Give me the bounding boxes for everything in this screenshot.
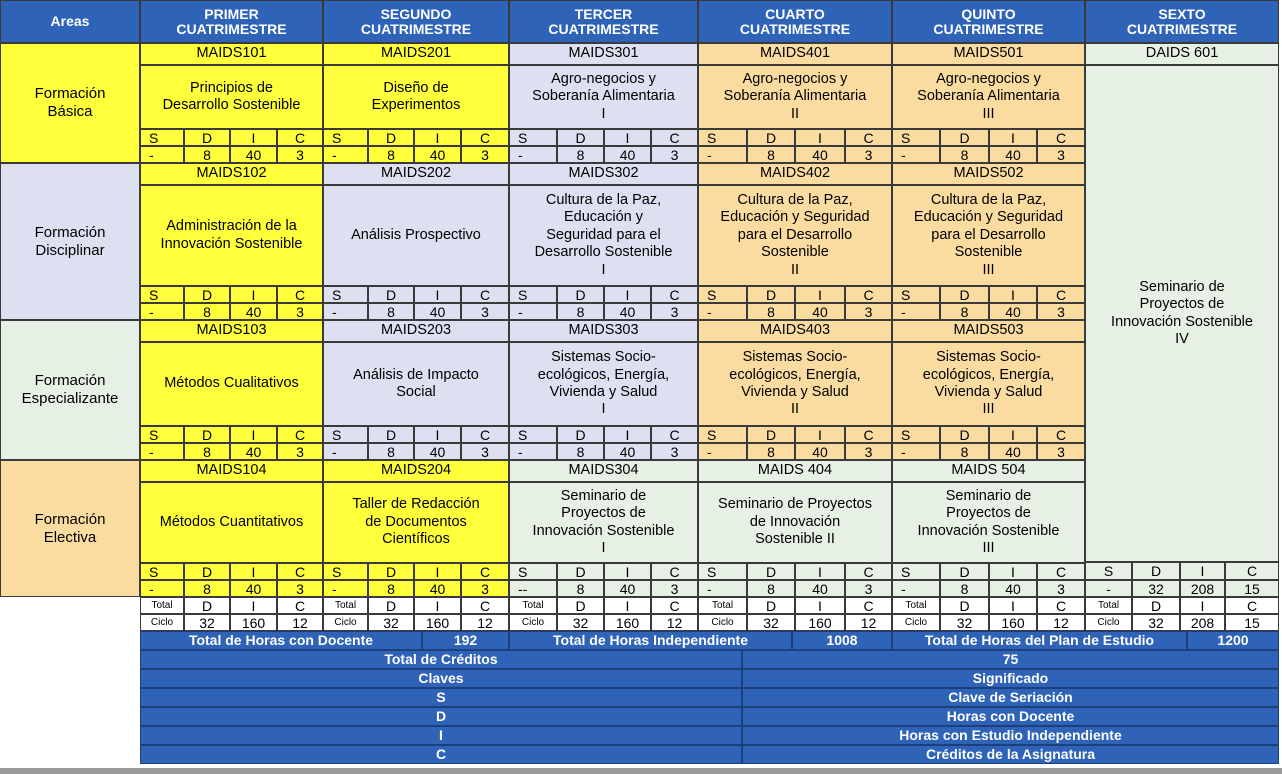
sd-value-I: 40 — [230, 580, 277, 597]
sd-label-D: D — [557, 563, 604, 580]
total-label: C — [1225, 597, 1279, 614]
course-name: Cultura de la Paz, Educación y Seguridad para el Desarrollo Sostenible I — [509, 185, 698, 286]
sd-label-S: S — [698, 426, 747, 443]
total-value: 12 — [845, 614, 892, 631]
sd-label-C: C — [461, 426, 509, 443]
sd-value-I: 40 — [230, 303, 277, 320]
sd-value-D: 8 — [368, 443, 414, 460]
sd-label-S: S — [698, 286, 747, 303]
sd-value-S: - — [892, 443, 940, 460]
sd-value-C: 3 — [651, 146, 698, 163]
sd-label-I: I — [1180, 562, 1225, 580]
total-value: 160 — [989, 614, 1037, 631]
course-name: Sistemas Socio- ecológicos, Energía, Vivienda y Salud II — [698, 342, 892, 426]
course-name: Taller de Redacción de Documentos Científicos — [323, 482, 509, 563]
course-name: Diseño de Experimentos — [323, 65, 509, 129]
legend-meaning: Créditos de la Asignatura — [742, 745, 1279, 764]
sd-label-S: S — [323, 129, 368, 146]
course-name: Métodos Cualitativos — [140, 342, 323, 426]
course-name: Agro-negocios y Soberanía Alimentaria II — [698, 65, 892, 129]
sd-label-D: D — [940, 563, 989, 580]
area-label-2: Formación Disciplinar — [0, 163, 140, 320]
term-header-5: QUINTO CUATRIMESTRE — [892, 0, 1085, 43]
sd-value-I: 40 — [989, 580, 1037, 597]
sd-value-C: 3 — [1037, 443, 1085, 460]
course-name: Principios de Desarrollo Sostenible — [140, 65, 323, 129]
total-value: 12 — [461, 614, 509, 631]
total-value: 12 — [1037, 614, 1085, 631]
total-label: D — [557, 597, 604, 614]
course-name: Agro-negocios y Soberanía Alimentaria III — [892, 65, 1085, 129]
total-value: Ciclo — [323, 614, 368, 631]
total-docente-label: Total de Horas con Docente — [140, 631, 422, 650]
course-code: MAIDS202 — [323, 163, 509, 185]
sd-label-S: S — [140, 426, 184, 443]
sd-value-S: - — [892, 580, 940, 597]
sd-label-C: C — [461, 563, 509, 580]
sd-value-I: 40 — [604, 443, 651, 460]
sd-value-S: - — [140, 443, 184, 460]
sd-label-I: I — [604, 563, 651, 580]
total-label: Total — [892, 597, 940, 614]
legend-key: S — [140, 688, 742, 707]
sd-label-S: S — [140, 129, 184, 146]
sd-value-D: 8 — [557, 580, 604, 597]
course-code: MAIDS403 — [698, 320, 892, 342]
sd-value-D: 8 — [747, 580, 795, 597]
sd-value-D: 8 — [368, 303, 414, 320]
sd-value-C: 3 — [1037, 146, 1085, 163]
claves-header: Claves — [140, 669, 742, 688]
course-name: Cultura de la Paz, Educación y Seguridad para el Desarrollo Sostenible II — [698, 185, 892, 286]
course-name: Seminario de Proyectos de Innovación Sostenible III — [892, 482, 1085, 563]
course-code: MAIDS103 — [140, 320, 323, 342]
total-label: I — [989, 597, 1037, 614]
sd-value-I: 40 — [414, 580, 461, 597]
course-code: MAIDS401 — [698, 43, 892, 65]
sd-value-C: 3 — [277, 580, 323, 597]
sd-value-I: 208 — [1180, 580, 1225, 597]
course-code: MAIDS102 — [140, 163, 323, 185]
sd-label-I: I — [230, 563, 277, 580]
sd-label-D: D — [184, 129, 230, 146]
sd-value-C: 3 — [277, 303, 323, 320]
sd-label-I: I — [414, 563, 461, 580]
sd-label-I: I — [230, 426, 277, 443]
total-independiente-label: Total de Horas Independiente — [509, 631, 792, 650]
course-code: MAIDS301 — [509, 43, 698, 65]
sd-value-C: 3 — [845, 443, 892, 460]
sd-label-D: D — [368, 426, 414, 443]
sd-value-C: 3 — [277, 146, 323, 163]
sd-value-S: - — [698, 303, 747, 320]
sd-label-S: S — [509, 426, 557, 443]
sd-value-S: - — [892, 146, 940, 163]
sd-value-I: 40 — [795, 443, 845, 460]
sd-label-D: D — [557, 129, 604, 146]
sd-value-C: 3 — [461, 443, 509, 460]
sd-value-D: 8 — [368, 580, 414, 597]
legend-meaning: Clave de Seriación — [742, 688, 1279, 707]
sd-value-I: 40 — [604, 146, 651, 163]
sixth-course-name: Seminario de Proyectos de Innovación Sostenible IV — [1085, 65, 1279, 562]
sd-label-C: C — [277, 563, 323, 580]
sd-value-S: - — [323, 443, 368, 460]
sd-value-C: 3 — [1037, 580, 1085, 597]
sd-value-C: 3 — [845, 580, 892, 597]
term-header-3: TERCER CUATRIMESTRE — [509, 0, 698, 43]
term-header-6: SEXTO CUATRIMESTRE — [1085, 0, 1279, 43]
sd-label-S: S — [323, 286, 368, 303]
total-docente-value: 192 — [422, 631, 509, 650]
total-label: Total — [698, 597, 747, 614]
sd-label-I: I — [414, 129, 461, 146]
area-label-3: Formación Especializante — [0, 320, 140, 460]
sd-value-C: 15 — [1225, 580, 1279, 597]
sd-label-I: I — [795, 286, 845, 303]
course-code: MAIDS502 — [892, 163, 1085, 185]
sd-label-D: D — [940, 426, 989, 443]
sd-value-S: - — [1085, 580, 1132, 597]
sd-value-C: 3 — [277, 443, 323, 460]
total-plan-label: Total de Horas del Plan de Estudio — [892, 631, 1187, 650]
sd-label-D: D — [368, 129, 414, 146]
total-value: 15 — [1225, 614, 1279, 631]
total-value: Ciclo — [698, 614, 747, 631]
legend-key: C — [140, 745, 742, 764]
total-label: I — [1180, 597, 1225, 614]
sd-label-D: D — [747, 563, 795, 580]
sd-label-D: D — [747, 286, 795, 303]
sd-value-I: 40 — [604, 303, 651, 320]
sd-value-I: 40 — [989, 146, 1037, 163]
sd-label-D: D — [184, 563, 230, 580]
total-label: C — [651, 597, 698, 614]
area-label-4: Formación Electiva — [0, 460, 140, 597]
total-value: 12 — [651, 614, 698, 631]
sd-label-D: D — [557, 426, 604, 443]
course-code: MAIDS402 — [698, 163, 892, 185]
sd-value-D: 8 — [557, 303, 604, 320]
sd-value-D: 8 — [184, 303, 230, 320]
sd-value-D: 8 — [368, 146, 414, 163]
total-value: 160 — [604, 614, 651, 631]
course-code: MAIDS302 — [509, 163, 698, 185]
sd-label-C: C — [277, 286, 323, 303]
course-code: MAIDS503 — [892, 320, 1085, 342]
sd-value-I: 40 — [795, 303, 845, 320]
sd-label-D: D — [184, 426, 230, 443]
sd-label-S: S — [509, 563, 557, 580]
sd-label-D: D — [368, 286, 414, 303]
sd-label-S: S — [892, 129, 940, 146]
sd-value-S: - — [892, 303, 940, 320]
sd-value-S: - — [323, 580, 368, 597]
total-value: Ciclo — [509, 614, 557, 631]
sd-value-D: 8 — [940, 580, 989, 597]
sd-label-D: D — [940, 286, 989, 303]
total-value: 160 — [230, 614, 277, 631]
total-creditos-label: Total de Créditos — [140, 650, 742, 669]
sd-value-I: 40 — [230, 443, 277, 460]
sd-value-D: 8 — [557, 146, 604, 163]
total-value: Ciclo — [140, 614, 184, 631]
sd-value-S: - — [698, 580, 747, 597]
total-value: Ciclo — [1085, 614, 1132, 631]
course-code: MAIDS204 — [323, 460, 509, 482]
sd-label-C: C — [461, 129, 509, 146]
sd-label-D: D — [940, 129, 989, 146]
sd-value-I: 40 — [414, 303, 461, 320]
sd-label-I: I — [795, 129, 845, 146]
total-label: C — [277, 597, 323, 614]
total-plan-value: 1200 — [1187, 631, 1279, 650]
sd-label-C: C — [651, 129, 698, 146]
sd-value-D: 32 — [1132, 580, 1180, 597]
sd-value-D: 8 — [557, 443, 604, 460]
sd-label-D: D — [557, 286, 604, 303]
sd-value-I: 40 — [795, 580, 845, 597]
total-value: 208 — [1180, 614, 1225, 631]
sd-label-I: I — [795, 426, 845, 443]
sd-value-D: 8 — [747, 443, 795, 460]
total-label: I — [414, 597, 461, 614]
sixth-course-code: DAIDS 601 — [1085, 43, 1279, 65]
total-value: 32 — [1132, 614, 1180, 631]
total-value: 32 — [557, 614, 604, 631]
sd-value-I: 40 — [989, 303, 1037, 320]
sd-label-I: I — [230, 286, 277, 303]
sd-value-C: 3 — [651, 443, 698, 460]
total-label: Total — [140, 597, 184, 614]
sd-value-D: 8 — [940, 303, 989, 320]
sd-label-I: I — [989, 426, 1037, 443]
sd-value-S: - — [509, 303, 557, 320]
sd-label-C: C — [1037, 563, 1085, 580]
total-label: D — [184, 597, 230, 614]
term-header-2: SEGUNDO CUATRIMESTRE — [323, 0, 509, 43]
sd-value-I: 40 — [989, 443, 1037, 460]
sd-label-I: I — [604, 129, 651, 146]
sd-label-S: S — [323, 563, 368, 580]
area-label-1: Formación Básica — [0, 43, 140, 163]
sd-label-I: I — [989, 286, 1037, 303]
sd-label-I: I — [604, 426, 651, 443]
sd-value-D: 8 — [940, 146, 989, 163]
course-code: MAIDS 404 — [698, 460, 892, 482]
sd-label-C: C — [651, 563, 698, 580]
sd-label-S: S — [698, 129, 747, 146]
sd-label-S: S — [1085, 562, 1132, 580]
legend-meaning: Horas con Docente — [742, 707, 1279, 726]
sd-value-I: 40 — [230, 146, 277, 163]
sd-label-D: D — [1132, 562, 1180, 580]
course-code: MAIDS203 — [323, 320, 509, 342]
total-value: 32 — [368, 614, 414, 631]
sd-value-D: 8 — [184, 443, 230, 460]
sd-value-S: - — [140, 580, 184, 597]
sd-label-S: S — [892, 286, 940, 303]
sd-label-C: C — [651, 286, 698, 303]
legend-key: D — [140, 707, 742, 726]
course-name: Seminario de Proyectos de Innovación Sostenible I — [509, 482, 698, 563]
sd-value-D: 8 — [940, 443, 989, 460]
course-name: Sistemas Socio- ecológicos, Energía, Vivienda y Salud III — [892, 342, 1085, 426]
sd-value-C: 3 — [461, 146, 509, 163]
sd-label-C: C — [277, 426, 323, 443]
sd-label-S: S — [140, 563, 184, 580]
sd-label-I: I — [414, 286, 461, 303]
legend-meaning: Horas con Estudio Independiente — [742, 726, 1279, 745]
sd-value-S: - — [323, 303, 368, 320]
course-name: Métodos Cuantitativos — [140, 482, 323, 563]
sd-value-C: 3 — [845, 303, 892, 320]
total-value: 12 — [277, 614, 323, 631]
total-label: D — [1132, 597, 1180, 614]
sd-label-D: D — [747, 129, 795, 146]
sd-label-C: C — [845, 563, 892, 580]
sd-label-I: I — [989, 563, 1037, 580]
significado-header: Significado — [742, 669, 1279, 688]
sd-value-C: 3 — [651, 303, 698, 320]
sd-label-C: C — [461, 286, 509, 303]
sd-label-I: I — [989, 129, 1037, 146]
course-name: Sistemas Socio- ecológicos, Energía, Vivienda y Salud I — [509, 342, 698, 426]
sd-value-S: - — [509, 146, 557, 163]
sd-label-C: C — [651, 426, 698, 443]
sd-label-C: C — [845, 426, 892, 443]
sd-value-S: - — [323, 146, 368, 163]
sd-value-D: 8 — [184, 146, 230, 163]
course-code: MAIDS201 — [323, 43, 509, 65]
total-value: 32 — [747, 614, 795, 631]
course-code: MAIDS101 — [140, 43, 323, 65]
total-value: 32 — [184, 614, 230, 631]
total-label: C — [1037, 597, 1085, 614]
course-code: MAIDS304 — [509, 460, 698, 482]
total-value: 32 — [940, 614, 989, 631]
sd-label-S: S — [509, 286, 557, 303]
legend-key: I — [140, 726, 742, 745]
sd-value-C: 3 — [461, 580, 509, 597]
bottom-scroll-bar — [0, 768, 1282, 774]
course-code: MAIDS303 — [509, 320, 698, 342]
total-label: I — [795, 597, 845, 614]
sd-label-C: C — [1037, 286, 1085, 303]
total-label: C — [461, 597, 509, 614]
sd-value-C: 3 — [845, 146, 892, 163]
sd-label-C: C — [1037, 129, 1085, 146]
sd-label-I: I — [604, 286, 651, 303]
sd-value-I: 40 — [414, 146, 461, 163]
sd-value-S: - — [140, 303, 184, 320]
sd-value-S: - — [140, 146, 184, 163]
total-value: 160 — [414, 614, 461, 631]
course-code: MAIDS501 — [892, 43, 1085, 65]
sd-value-S: - — [698, 146, 747, 163]
total-label: I — [604, 597, 651, 614]
sd-label-C: C — [1225, 562, 1279, 580]
total-label: D — [368, 597, 414, 614]
total-value: Ciclo — [892, 614, 940, 631]
sd-label-C: C — [1037, 426, 1085, 443]
total-label: Total — [323, 597, 368, 614]
course-name: Agro-negocios y Soberanía Alimentaria I — [509, 65, 698, 129]
sd-label-C: C — [845, 129, 892, 146]
sd-label-S: S — [509, 129, 557, 146]
sd-value-D: 8 — [747, 146, 795, 163]
sd-value-S: - — [509, 443, 557, 460]
sd-label-D: D — [368, 563, 414, 580]
term-header-4: CUARTO CUATRIMESTRE — [698, 0, 892, 43]
total-independiente-value: 1008 — [792, 631, 892, 650]
total-label: D — [747, 597, 795, 614]
term-header-1: PRIMER CUATRIMESTRE — [140, 0, 323, 43]
course-name: Análisis de Impacto Social — [323, 342, 509, 426]
sd-value-D: 8 — [184, 580, 230, 597]
course-name: Administración de la Innovación Sostenible — [140, 185, 323, 286]
sd-value-C: 3 — [651, 580, 698, 597]
sd-label-D: D — [747, 426, 795, 443]
sd-value-C: 3 — [461, 303, 509, 320]
total-label: C — [845, 597, 892, 614]
course-code: MAIDS104 — [140, 460, 323, 482]
sd-label-C: C — [277, 129, 323, 146]
course-name: Análisis Prospectivo — [323, 185, 509, 286]
sd-value-S: -- — [509, 580, 557, 597]
total-label: Total — [509, 597, 557, 614]
sd-value-I: 40 — [795, 146, 845, 163]
sd-label-S: S — [323, 426, 368, 443]
sd-label-S: S — [698, 563, 747, 580]
total-creditos-value: 75 — [742, 650, 1279, 669]
total-label: I — [230, 597, 277, 614]
sd-label-C: C — [845, 286, 892, 303]
total-value: 160 — [795, 614, 845, 631]
course-code: MAIDS 504 — [892, 460, 1085, 482]
sd-label-S: S — [140, 286, 184, 303]
sd-value-S: - — [698, 443, 747, 460]
sd-value-D: 8 — [747, 303, 795, 320]
sd-label-I: I — [414, 426, 461, 443]
sd-value-C: 3 — [1037, 303, 1085, 320]
areas-header: Areas — [0, 0, 140, 43]
sd-value-I: 40 — [604, 580, 651, 597]
sd-label-I: I — [795, 563, 845, 580]
course-name: Seminario de Proyectos de Innovación Sostenible II — [698, 482, 892, 563]
sd-label-D: D — [184, 286, 230, 303]
sd-label-S: S — [892, 563, 940, 580]
course-name: Cultura de la Paz, Educación y Seguridad para el Desarrollo Sostenible III — [892, 185, 1085, 286]
sd-value-I: 40 — [414, 443, 461, 460]
total-label: Total — [1085, 597, 1132, 614]
sd-label-I: I — [230, 129, 277, 146]
sd-label-S: S — [892, 426, 940, 443]
total-label: D — [940, 597, 989, 614]
